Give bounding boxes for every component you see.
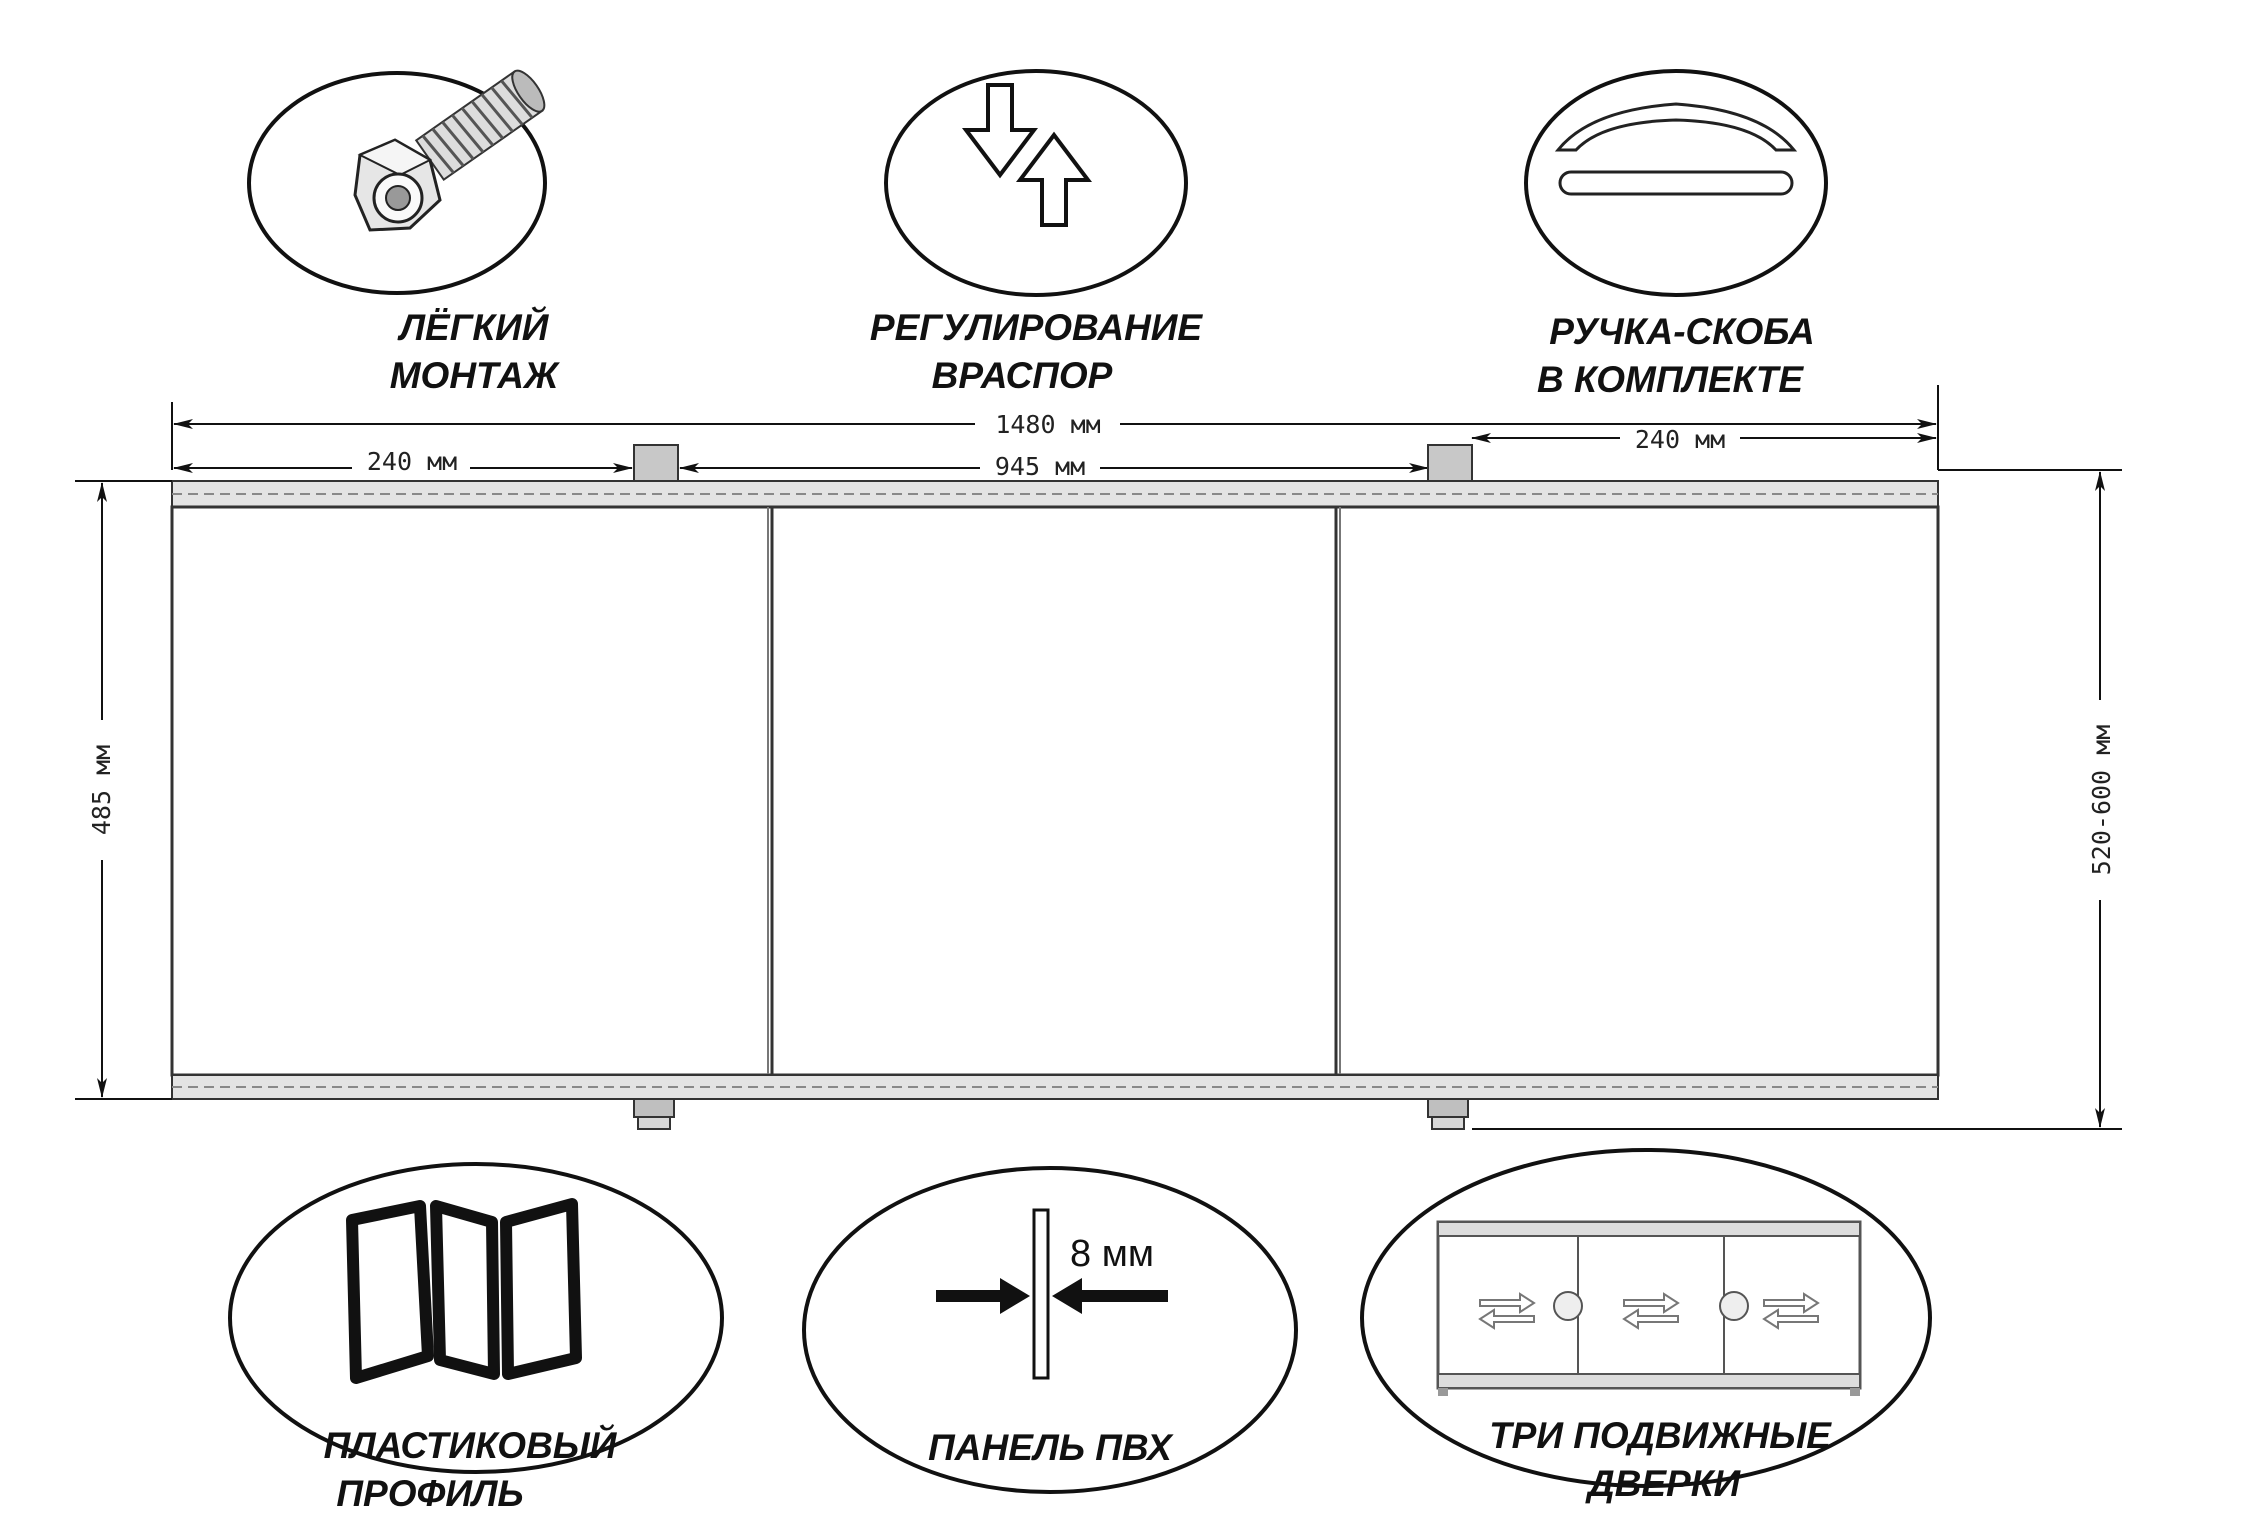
- dimension-right-offset: [1472, 425, 1936, 454]
- bottom-foot-left: [634, 1099, 674, 1129]
- three-doors-icon: [1438, 1222, 1860, 1396]
- door-panel-right: [1336, 507, 1938, 1075]
- left-offset-label: 240 мм: [366, 447, 458, 476]
- caption-line2: ПРОФИЛЬ: [336, 1473, 524, 1514]
- between-feet-label: 945 мм: [994, 452, 1086, 481]
- feature-spacer-adjustment: [870, 71, 1203, 396]
- feature-easy-mounting: [249, 66, 560, 396]
- door-panel-middle: [772, 507, 1336, 1075]
- caption-line2: ВРАСПОР: [931, 355, 1113, 396]
- feature-three-sliding-doors: [1362, 1150, 1930, 1504]
- dimension-left-offset: [174, 447, 632, 476]
- bath-screen-front: [172, 445, 1938, 1129]
- total-width-label: 1480 мм: [995, 410, 1101, 439]
- caption-line1: ЛЁГКИЙ: [399, 307, 549, 348]
- feature-pvc-panel: [804, 1168, 1296, 1492]
- bottom-foot-right: [1428, 1099, 1468, 1129]
- caption-line1: ПАНЕЛЬ ПВХ: [928, 1427, 1172, 1468]
- feature-plastic-profile: [230, 1164, 722, 1514]
- panel-height-label: 485 мм: [87, 744, 116, 836]
- caption-line2: МОНТАЖ: [389, 355, 559, 396]
- folded-profile-icon: [352, 1204, 576, 1378]
- dimension-between-feet: [680, 452, 1428, 481]
- caption-line1: РЕГУЛИРОВАНИЕ: [869, 307, 1203, 348]
- caption-line2: ДВЕРКИ: [1587, 1463, 1741, 1504]
- caption-line2: В КОМПЛЕКТЕ: [1536, 359, 1804, 400]
- door-panel-left: [172, 507, 772, 1075]
- adjustable-height-label: 520-600 мм: [2087, 724, 2116, 876]
- caption-line1: РУЧКА-СКОБА: [1549, 311, 1815, 352]
- panel-thickness-label: 8 мм: [1070, 1233, 1154, 1275]
- caption-line1: ТРИ ПОДВИЖНЫЕ: [1489, 1415, 1831, 1456]
- dimension-panel-height: [75, 481, 172, 1099]
- top-adjuster-left: [634, 445, 678, 481]
- top-adjuster-right: [1428, 445, 1472, 481]
- caption-line1: ПЛАСТИКОВЫЙ: [323, 1425, 617, 1466]
- right-offset-label: 240 мм: [1634, 425, 1726, 454]
- feature-handle-included: [1526, 71, 1826, 400]
